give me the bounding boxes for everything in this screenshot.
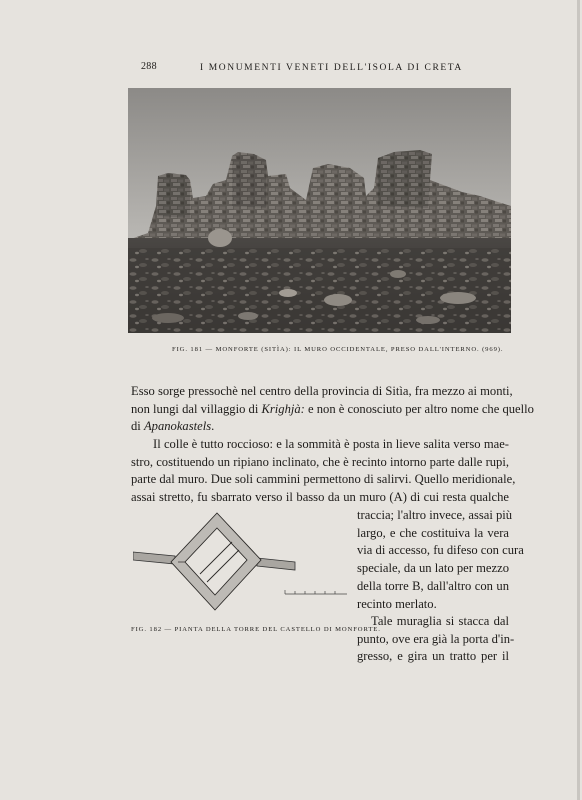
plan-tower	[171, 513, 261, 610]
page-edge	[577, 0, 580, 800]
running-title: I MONUMENTI VENETI DELL'ISOLA DI CRETA	[200, 63, 463, 73]
text-line: via di accesso, fu difeso con cura	[357, 543, 524, 558]
figure-182-caption: FIG. 182 — PIANTA DELLA TORRE DEL CASTELLO DI MONFORTE.	[131, 626, 381, 633]
paragraph-2	[131, 436, 516, 507]
text-line: traccia; l'altro invece, assai più	[357, 508, 513, 522]
text-line: parte dal muro. Due soli cammini permettono di salirvi. Quello meridionale,	[131, 472, 516, 487]
text-line: punto, ove era già la porta d'in-	[357, 631, 515, 646]
figure-182-plan	[133, 508, 353, 616]
text-line: non lungi dal villaggio di Krighjà: e non è conosciuto per altro nome che quello	[131, 401, 534, 416]
paragraph-1	[131, 383, 534, 436]
plan-wall-right	[257, 558, 295, 570]
figure-181-photo	[128, 88, 511, 333]
text-line: assai stretto, fu sbarrato verso il basso da un muro (A) di cui resta qualche	[131, 490, 509, 505]
text-line: largo, e che costituiva la vera	[357, 525, 509, 540]
paragraph-3	[357, 613, 515, 666]
text-line: Tale muraglia si stacca dal	[371, 614, 509, 628]
text-line: della torre B, dall'altro con un	[357, 578, 509, 593]
plan-partition	[200, 542, 232, 574]
text-line: recinto merlato.	[357, 596, 437, 611]
paragraph-2-column	[357, 507, 524, 613]
text-line: speciale, da un lato per mezzo	[357, 561, 509, 576]
figure-181-caption: FIG. 181 — MONFORTE (SITÌA): IL MURO OCCIDENTALE, PRESO DALL'INTERNO. (969).	[172, 346, 504, 353]
text-line: di Apanokastels.	[131, 419, 215, 434]
text-line: Il colle è tutto roccioso: e la sommità è posta in lieve salita verso mae-	[153, 437, 509, 451]
page-number: 288	[141, 61, 157, 72]
plan-wall-left	[133, 552, 175, 564]
text-line: gresso, e gira un tratto per il	[357, 649, 509, 664]
text-line: stro, costituendo un ripiano inclinato, che è recinto intorno parte dalle rupi,	[131, 454, 509, 469]
text-line: Esso sorge pressochè nel centro della provincia di Sitìa, fra mezzo ai monti,	[131, 384, 513, 398]
